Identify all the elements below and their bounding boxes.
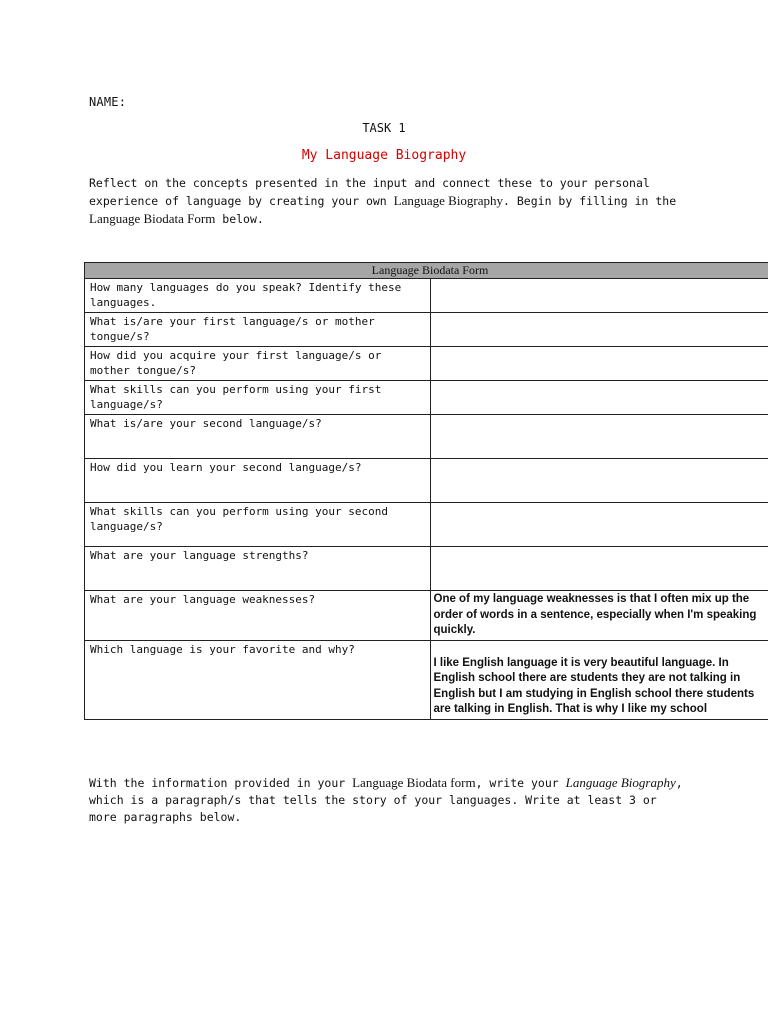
- task-title: [0, 121, 768, 135]
- form-answer-field[interactable]: [430, 459, 768, 503]
- intro-emphasis-biography: Language Biography: [393, 193, 504, 208]
- form-answer-field[interactable]: [430, 313, 768, 347]
- name-label: NAME:: [89, 95, 127, 109]
- form-question: What is/are your first language/s or mother tongue/s?: [85, 313, 431, 347]
- table-row: [85, 503, 768, 547]
- form-question: How did you acquire your first language/s or mother tongue/s?: [85, 347, 431, 381]
- instructions-text-1: With the information provided in your: [89, 776, 353, 790]
- form-answer-field[interactable]: [430, 415, 768, 459]
- table-row: [85, 459, 768, 503]
- instructions-emphasis-form: Language Biodata form: [352, 775, 476, 790]
- table-row: [85, 279, 768, 313]
- form-answer-field[interactable]: [430, 503, 768, 547]
- form-answer-field[interactable]: One of my language weaknesses is that I often mix up the order of words in a sentence, especially when I'm speaking quickly.: [430, 591, 768, 641]
- form-answer-field[interactable]: [430, 279, 768, 313]
- form-question: What is/are your second language/s?: [85, 415, 431, 459]
- form-title: Language Biodata Form: [85, 263, 768, 279]
- task-title-text: TASK 1: [362, 121, 406, 135]
- instructions-text-3: , which is a paragraph/s that tells the story of your languages. Write at least 3 or more paragraphs below.: [89, 776, 683, 824]
- intro-text-1: Reflect on the concepts presented in the input and connect these to your personal experience of language by creating your own: [89, 176, 650, 208]
- table-row: [85, 640, 768, 719]
- form-question: How many languages do you speak? Identify these languages.: [85, 279, 431, 313]
- form-question: What skills can you perform using your second language/s?: [85, 503, 431, 547]
- table-row: [85, 415, 768, 459]
- form-answer-field[interactable]: I like English language it is very beautiful language. In English school there are students they are not talking in English but I am studying in English school there students are talking in English. That is why I like my school: [430, 640, 768, 719]
- form-answer-field[interactable]: [430, 381, 768, 415]
- table-row: [85, 381, 768, 415]
- form-header-row: [85, 263, 768, 279]
- instructions-emphasis-biography: Language Biography: [565, 775, 676, 790]
- table-row: [85, 347, 768, 381]
- form-question: Which language is your favorite and why?: [85, 640, 431, 719]
- intro-paragraph: [89, 175, 689, 228]
- instructions-paragraph: [89, 774, 689, 826]
- intro-text-2: . Begin by filling in the: [503, 194, 677, 208]
- intro-text-3: below.: [215, 212, 264, 226]
- instructions-text-2: , write your: [475, 776, 566, 790]
- form-answer-field[interactable]: [430, 547, 768, 591]
- form-question: What skills can you perform using your first language/s?: [85, 381, 431, 415]
- form-answer-field[interactable]: [430, 347, 768, 381]
- intro-emphasis-form: Language Biodata Form: [89, 211, 216, 226]
- table-row: [85, 591, 768, 641]
- form-question: What are your language weaknesses?: [85, 591, 431, 641]
- table-row: [85, 313, 768, 347]
- form-question: How did you learn your second language/s?: [85, 459, 431, 503]
- page-title: My Language Biography: [301, 148, 467, 163]
- form-question: What are your language strengths?: [85, 547, 431, 591]
- table-row: [85, 547, 768, 591]
- biodata-form-table: [84, 262, 768, 720]
